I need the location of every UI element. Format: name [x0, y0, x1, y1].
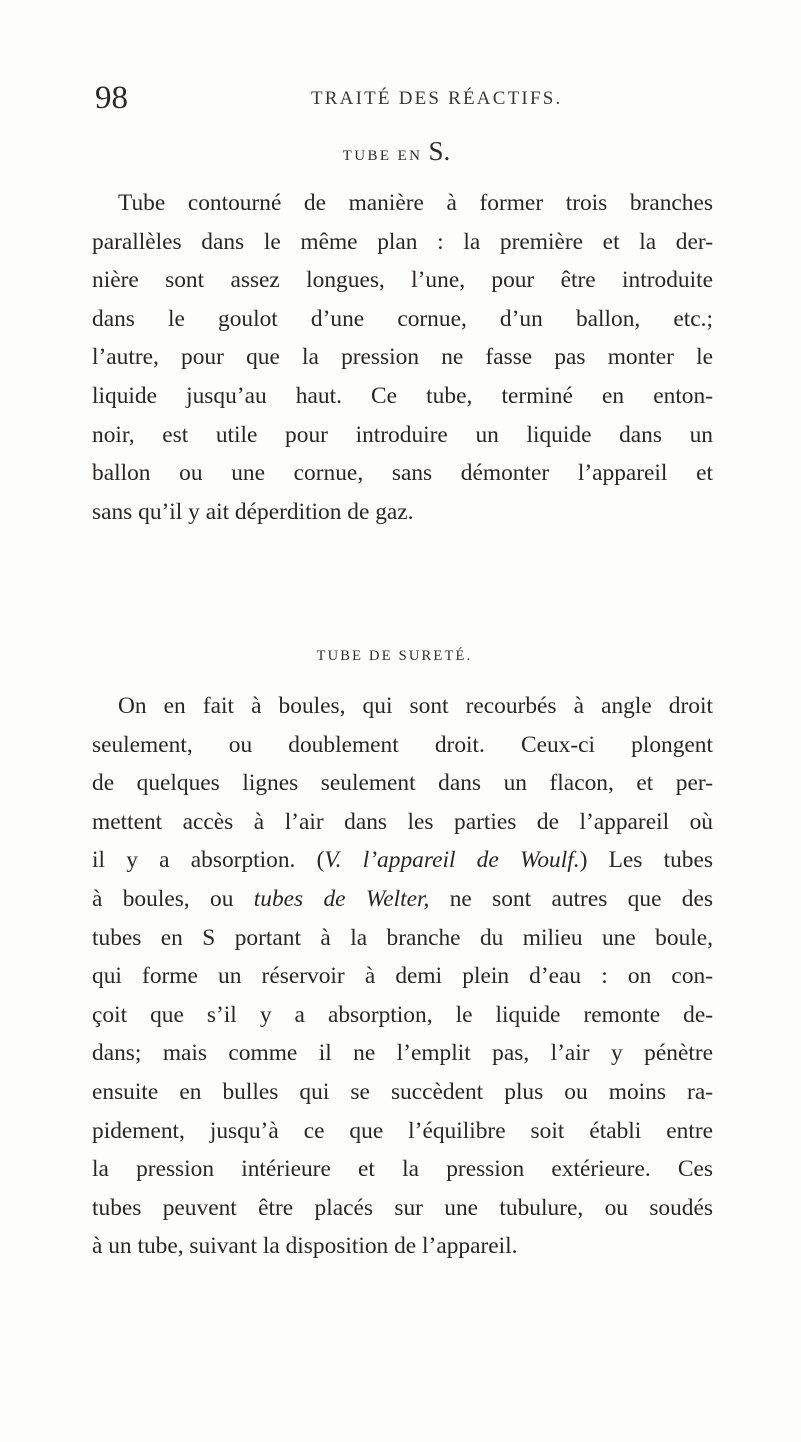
text-line: noir, est utile pour introduire un liquide dans un — [92, 421, 713, 448]
text-line: dans; mais comme il ne l’emplit pas, l’air y pénètre — [92, 1040, 713, 1067]
text-line: dans le goulot d’une cornue, d’un ballon, etc.; — [92, 305, 713, 332]
text-line: çoit que s’il y a absorption, le liquide remonte de- — [92, 1001, 713, 1028]
section-heading-letter: S. — [428, 136, 451, 166]
text-line: Tube contourné de manière à former trois branches — [118, 190, 713, 216]
text-line: l’autre, pour que la pression ne fasse pas monter le — [92, 344, 713, 371]
text-line: ballon ou une cornue, sans démonter l’appareil et — [92, 460, 713, 487]
text-line: à un tube, suivant la disposition de l’appareil. — [92, 1233, 518, 1260]
text-line: On en fait à boules, qui sont recourbés à angle droit — [118, 693, 713, 719]
text-line: qui forme un réservoir à demi plein d’eau : on con- — [92, 963, 713, 990]
text-line: tubes peuvent être placés sur une tubulure, ou soudés — [92, 1194, 713, 1221]
section-heading-tube-en-s — [0, 136, 797, 167]
paragraph-tube-en-s — [92, 184, 713, 531]
text-line: pidement, jusqu’à ce que l’équilibre soit établi entre — [92, 1117, 713, 1144]
text-line — [92, 841, 713, 880]
italic-reference: V. l’appareil de Woulf. — [324, 847, 580, 874]
text-line: de quelques lignes seulement dans un flacon, et per- — [92, 770, 713, 797]
italic-term: tubes de Welter, — [253, 885, 430, 912]
text-line: la pression intérieure et la pression extérieure. Ces — [92, 1156, 713, 1183]
text-line: nière sont assez longues, l’une, pour être introduite — [92, 267, 713, 294]
running-title: TRAITÉ DES RÉACTIFS. — [311, 88, 563, 109]
text-line: sans qu’il y ait déperdition de gaz. — [92, 498, 414, 525]
text-line: tubes en S portant à la branche du milieu une boule, — [92, 924, 713, 951]
section-heading-tube-de-surete: TUBE DE SURETÉ. — [316, 648, 473, 664]
section-heading-text: TUBE EN — [342, 148, 429, 164]
text-line: parallèles dans le même plan : la première et la der- — [92, 228, 713, 255]
text-run: il y a absorption. ( — [92, 847, 325, 874]
text-line: seulement, ou doublement droit. Ceux-ci plongent — [92, 731, 713, 758]
text-line — [92, 880, 713, 919]
page-number: 98 — [95, 80, 128, 116]
text-run: ) Les tubes — [579, 847, 713, 874]
paragraph-tube-de-surete — [92, 687, 713, 1266]
text-run: ne sont autres que des — [429, 885, 713, 912]
running-header — [95, 78, 721, 118]
text-line: liquide jusqu’au haut. Ce tube, terminé en enton- — [92, 382, 713, 409]
text-line: mettent accès à l’air dans les parties de l’appareil où — [92, 808, 713, 835]
text-run: à boules, ou — [92, 885, 254, 912]
text-line: ensuite en bulles qui se succèdent plus ou moins ra- — [92, 1078, 713, 1105]
